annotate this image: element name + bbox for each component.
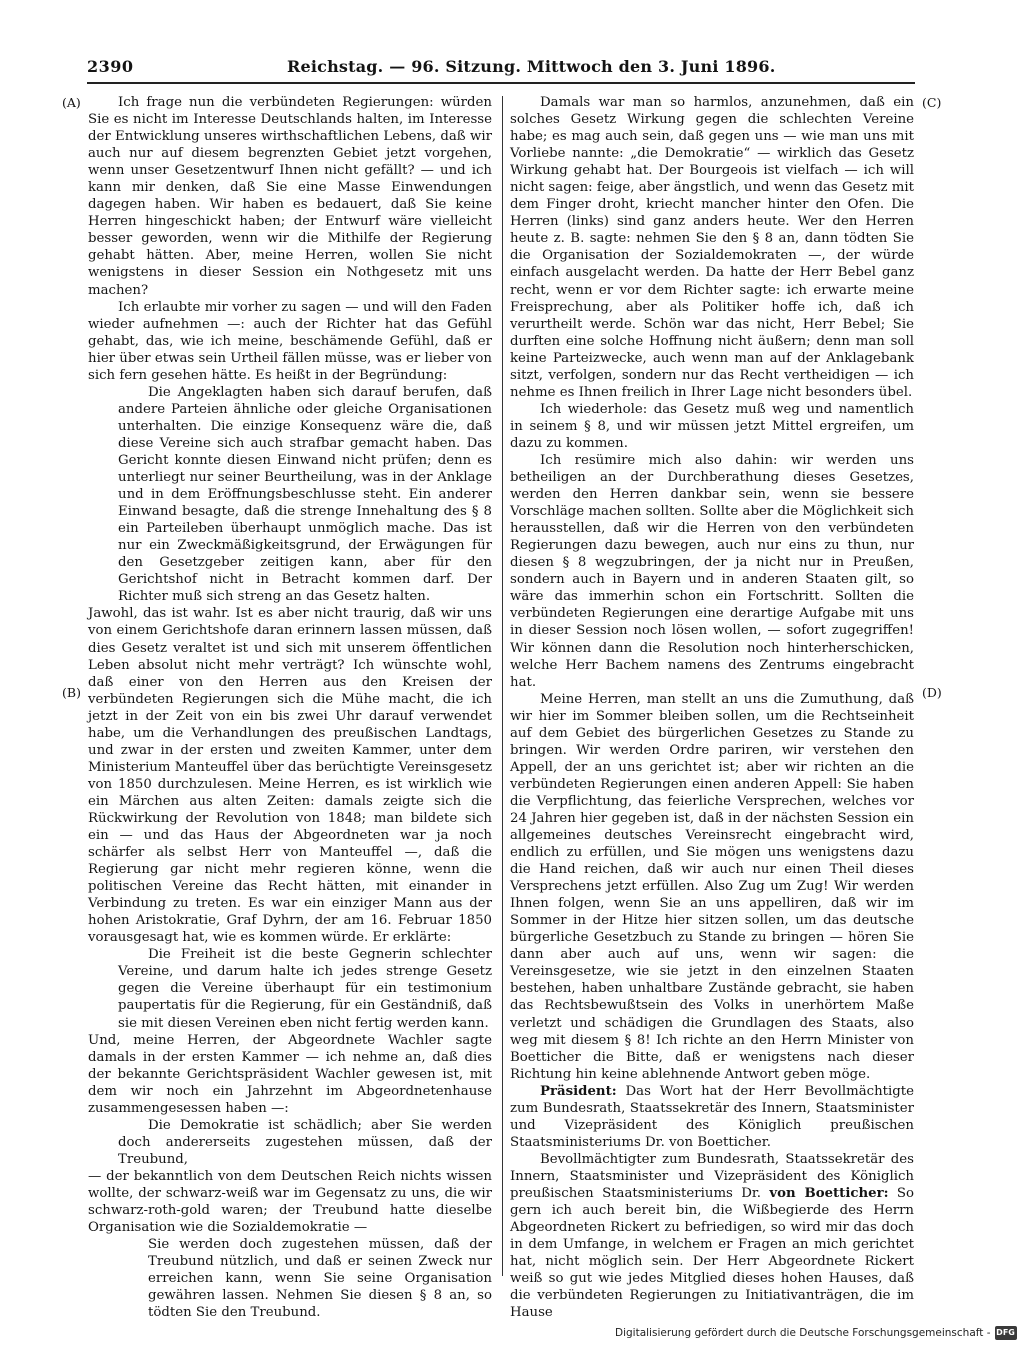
speaker-name: Präsident: <box>540 1083 617 1099</box>
footer-credit <box>615 1324 1015 1342</box>
margin-mark-d: (D) <box>922 685 942 700</box>
dfg-logo-icon: DFG <box>995 1326 1017 1340</box>
paragraph: Jawohl, das ist wahr. Ist es aber nicht traurig, daß wir uns von einem Gerichtshofe daran erinnern lassen müssen, daß dies Gesetz veraltet ist und sich mit unserem öffentlichen Leben absolut nicht mehr verträgt? Ich wünschte wohl, daß einer von den Herren aus den Kreisen der verbündeten Regierungen sich die Mühe macht, die ich jetzt in der Zeit von ein bis zwei Uhr darauf verwendet habe, um die Verhandlungen des preußischen Landtags, und zwar in der ersten und zweiten Kammer, unter dem Ministerium Manteuffel über das berüchtigte Vereinsgesetz von 1850 durchzulesen. Meine Herren, es ist wirklich wie ein Märchen aus alten Zeiten: damals zeigte sich die Rückwirkung der Revolution von 1848; man bildete sich ein — und das Haus der Abgeordneten war ja noch schärfer als selbst Herr von Manteuffel —, daß die Regierung gar nicht mehr regieren könne, wenn die politischen Vereine das Recht hätten, mit einander in Verbindung zu treten. Es war ein einziger Mann aus der hohen Aristokratie, Graf Dyhrn, der am 16. Februar 1850 vorausgesagt hat, wie es kommen würde. Er erklärte: <box>88 606 492 946</box>
page-number: 2390 <box>87 57 134 76</box>
paragraph: Und, meine Herren, der Abgeordnete Wachler sagte damals in der ersten Kammer — ich nehme an, daß dies der bekannte Gerichtspräsident Wachler gewesen ist, mit dem wir noch ein Jahrzehnt im Abgeordnetenhause zusammengesessen haben —: <box>88 1032 492 1116</box>
paragraph: Meine Herren, man stellt an uns die Zumuthung, daß wir hier im Sommer bleiben sollen, um die Rechtseinheit auf dem Gebiet des bürgerlichen Gesetzes zu Stande zu bringen. Wir werden Ordre pariren, wir verstehen den Appell, der an uns gerichtet ist; aber wir richten an die verbündeten Regierungen einen anderen Appell: Sie haben die Verpflichtung, das feierliche Versprechen, welches vor 24 Jahren hier gegeben ist, daß in der nächsten Session ein allgemeines deutsches Vereinsrecht eingebracht wird, endlich zu erfüllen, und Sie mögen uns wenigstens dazu die Hand reichen, daß wir auch nur einen Theil dieses Versprechens jetzt erfüllen. Also Zug um Zug! Wir werden Ihnen folgen, wenn Sie an uns appelliren, daß wir im Sommer in der Hitze hier sitzen sollen, um das deutsche bürgerliche Gesetzbuch zu Stande zu bringen — hören Sie dann aber auch auf uns, wenn wir sagen: die Vereinsgesetze, wie sie jetzt in den einzelnen Staaten bestehen, haben unhaltbare Zustände gebracht, sie haben das Rechtsbewußtsein des Volks in unerhörtem Maße verletzt und schädigen die Grundlagen des Staats, also weg mit diesem § 8! Ich richte an den Herrn Minister von Boetticher die Bitte, daß er wenigstens nach dieser Richtung hin keine ablehnende Antwort geben möge. <box>510 691 914 1082</box>
margin-mark-c: (C) <box>922 95 942 110</box>
speaker-title: Bevollmächtigter zum Bundesrath, Staatssekretär des Innern, Staatsminister und Vizepräsident des Königlich preußischen Staatsministeriums Dr. <box>510 1151 914 1201</box>
block-quote: Die Freiheit ist die beste Gegnerin schlechter Vereine, und darum halte ich jedes strenge Gesetz gegen die Vereine überhaupt für ein testimonium paupertatis für die Regierung, für ein Geständniß, daß sie mit diesen Vereinen eben nicht fertig werden kann. <box>118 947 492 1031</box>
block-quote: Die Demokratie ist schädlich; aber Sie werden doch andererseits zugestehen müssen, daß der Treubund, <box>118 1117 492 1167</box>
paragraph: — der bekanntlich von dem Deutschen Reich nichts wissen wollte, der schwarz-weiß war im Gegensatz zu uns, die wir schwarz-roth-gold waren; der Treubund hatte dieselbe Organisation wie die Sozialdemokratie — <box>88 1168 492 1236</box>
margin-mark-b: (B) <box>62 685 81 700</box>
speech-text: Das Wort hat der Herr Bevollmächtigte zum Bundesrath, Staatssekretär des Innern, Staatsminister und Vizepräsident des Königlich preußischen Staatsministeriums Dr. von Boetticher. <box>510 1083 914 1150</box>
column-divider <box>502 96 503 1276</box>
paragraph: Ich frage nun die verbündeten Regierungen: würden Sie es nicht im Interesse Deutschlands halten, im Interesse der Entwicklung unseres wirthschaftlichen Lebens, daß wir auch nur auf diesem begrenzten Gebiet jetzt vorgehen, wenn unser Gesetzentwurf Ihnen nicht gefällt? — und ich kann mir denken, daß Sie eine Masse Einwendungen dagegen haben. Wir haben es bedauert, daß Sie keine Herren hingeschickt haben; der Entwurf wäre vielleicht besser geworden, wenn wir die Mithilfe der Regierung gehabt hätten. Aber, meine Herren, wollen Sie nicht wenigstens in dieser Session ein Nothgesetz mit uns machen? <box>88 95 492 298</box>
block-quote: Sie werden doch zugestehen müssen, daß der Treubund nützlich, und daß er seinen Zweck nur erreichen kann, wenn Sie seine Organisation gewähren lassen. Nehmen Sie diesen § 8 an, so tödten Sie den Treubund. <box>148 1237 492 1321</box>
left-column <box>88 94 492 1321</box>
speaker-paragraph-president <box>510 1083 914 1151</box>
speech-text: So gern ich auch bereit bin, die Wißbegierde des Herrn Abgeordneten Rickert zu befriedigen, so wird mir das doch in dem Umfange, in welchem er Fragen an mich gerichtet hat, nicht möglich sein. Der Herr Abgeordnete Rickert weiß so gut wie jedes Mitglied dieses hohen Hauses, daß die verbündeten Regierungen zu Initiativanträgen, die im Hause <box>510 1186 915 1321</box>
speaker-name: von Boetticher: <box>769 1186 889 1201</box>
paragraph: Ich wiederhole: das Gesetz muß weg und namentlich in seinem § 8, und wir müssen jetzt Mittel ergreifen, um dazu zu kommen. <box>510 401 914 451</box>
margin-mark-a: (A) <box>62 95 81 110</box>
speaker-paragraph-minister <box>510 1151 914 1321</box>
footer-text: Digitalisierung gefördert durch die Deutsche Forschungsgemeinschaft - <box>615 1327 991 1339</box>
page-header <box>87 56 915 80</box>
paragraph: Damals war man so harmlos, anzunehmen, daß ein solches Gesetz Wirkung gegen die schlechten Vereine habe; es mag auch sein, daß gegen uns — wie man uns mit Vorliebe nannte: „die Demokratie“ — wirklich das Gesetz Wirkung gehabt hat. Der Bourgeois ist vielfach — ich will nicht sagen: feige, aber ängstlich, und wenn das Gesetz mit dem Finger droht, kriecht mancher hinter den Ofen. Die Herren (links) sind ganz anders heute. Wer den Herren heute z. B. sagte: nehmen Sie den § 8 an, dann tödten Sie die Organisation der Sozialdemokraten —, der würde einfach ausgelacht werden. Da hatte der Herr Bebel ganz recht, wenn er vor dem Richter sagte: ich erwarte meine Freisprechung, aber als Politiker hoffe ich, daß ich verurtheilt werde. Schön war das nicht, Herr Bebel; Sie durften eine solche Hoffnung nicht äußern; denn man soll keine Parteizwecke, auch wenn man auf der Anklagebank sitzt, verfolgen, sondern nur das Recht vertheidigen — ich nehme es Ihnen freilich in Ihrer Lage nicht besonders übel. <box>510 95 914 400</box>
paragraph: Ich erlaubte mir vorher zu sagen — und will den Faden wieder aufnehmen —: auch der Richter hat das Gefühl gehabt, das, wie ich meine, beschämende Gefühl, daß er hier über etwas sein Urtheil fällen müsse, was er lieber von sich fern gesehen hätte. Es heißt in der Begründung: <box>88 299 492 383</box>
running-title: Reichstag. — 96. Sitzung. Mittwoch den 3. Juni 1896. <box>287 57 776 76</box>
header-rule <box>87 82 915 84</box>
right-column <box>510 94 914 1321</box>
paragraph: Ich resümire mich also dahin: wir werden uns betheiligen an der Durchberathung dieses Gesetzes, werden den Herren dankbar sein, wenn sie bessere Vorschläge machen sollten. Sollte aber die Möglichkeit sich herausstellen, daß wir die Herren von den verbündeten Regierungen dazu bewegen, auch nur eins zu thun, nur diesen § 8 wegzubringen, der ja nicht nur in Preußen, sondern auch in Bayern und in anderen Staaten gilt, so wäre das immerhin schon ein Fortschritt. Sollten die verbündeten Regierungen eine derartige Aufgabe mit uns in dieser Session noch lösen wollen, — sofort zugegriffen! Wir können dann die Resolution noch hinterherschicken, welche Herr Bachem namens des Zentrums eingebracht hat. <box>510 452 914 690</box>
block-quote: Die Angeklagten haben sich darauf berufen, daß andere Parteien ähnliche oder gleiche Organisationen unterhalten. Die einzige Konsequenz wäre die, daß diese Vereine sich auch strafbar gemacht haben. Das Gericht konnte diesen Einwand nicht prüfen; denn es unterliegt nur seiner Beurtheilung, was in der Anklage und in dem Eröffnungsbeschlusse steht. Ein anderer Einwand besagte, daß die strenge Innehaltung des § 8 ein Parteileben überhaupt unmöglich mache. Das ist nur ein Zweckmäßigkeitsgrund, der Erwägungen für den Gesetzgeber zeitigen kann, aber für den Gerichtshof nicht in Betracht kommen darf. Der Richter muß sich streng an das Gesetz halten. <box>118 384 492 605</box>
